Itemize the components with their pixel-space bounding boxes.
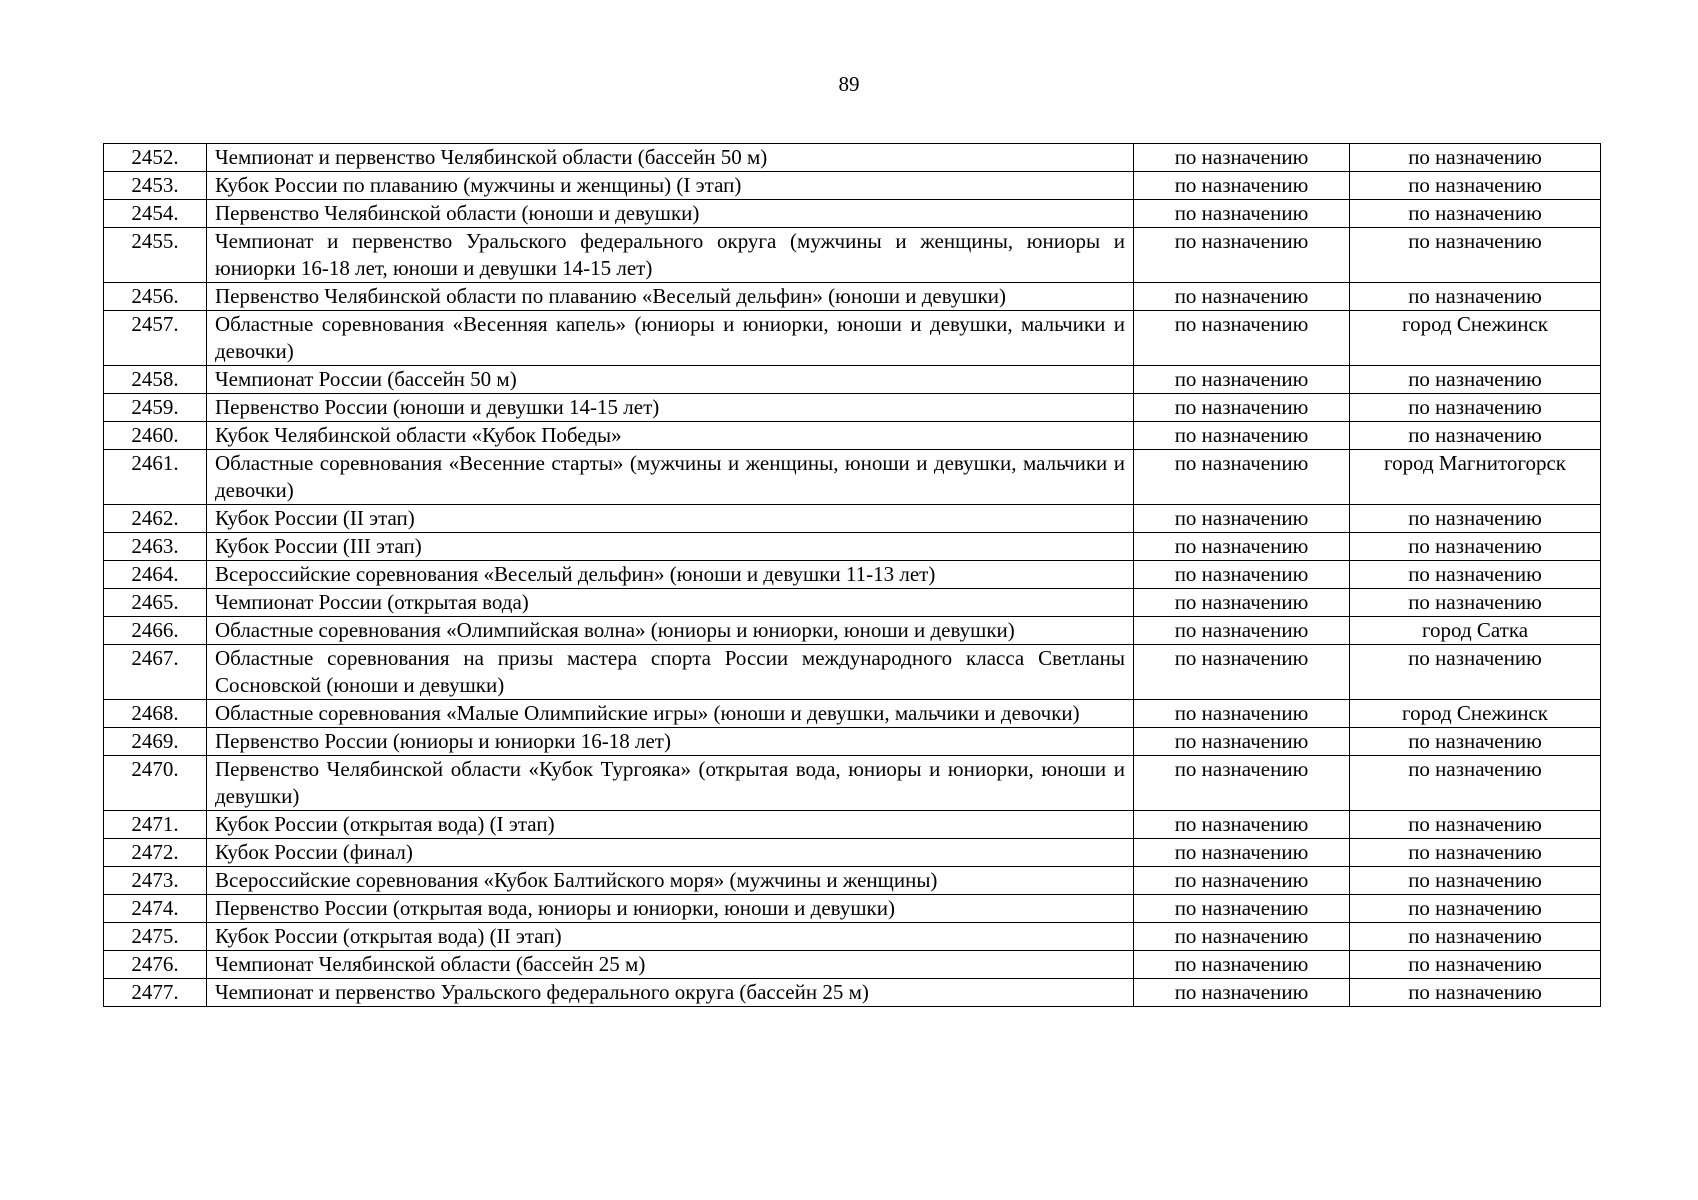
event-place: по назначению (1350, 951, 1601, 979)
event-place: по назначению (1350, 867, 1601, 895)
event-date: по назначению (1134, 422, 1350, 450)
row-number: 2470. (104, 756, 207, 811)
event-date: по назначению (1134, 756, 1350, 811)
row-number: 2477. (104, 979, 207, 1007)
events-table-body (104, 144, 1601, 1007)
event-date: по назначению (1134, 172, 1350, 200)
table-row (104, 728, 1601, 756)
table-row (104, 867, 1601, 895)
event-place: по назначению (1350, 144, 1601, 172)
event-date: по назначению (1134, 728, 1350, 756)
event-place: по назначению (1350, 811, 1601, 839)
event-place: город Магнитогорск (1350, 450, 1601, 505)
event-place: по назначению (1350, 895, 1601, 923)
table-row (104, 617, 1601, 645)
table-row (104, 756, 1601, 811)
event-date: по назначению (1134, 951, 1350, 979)
table-row (104, 366, 1601, 394)
row-number: 2464. (104, 561, 207, 589)
event-place: по назначению (1350, 172, 1601, 200)
table-row (104, 951, 1601, 979)
event-place: по назначению (1350, 394, 1601, 422)
event-place: по назначению (1350, 561, 1601, 589)
row-number: 2476. (104, 951, 207, 979)
event-title: Первенство России (юниоры и юниорки 16-18 лет) (207, 728, 1134, 756)
event-date: по назначению (1134, 283, 1350, 311)
table-row (104, 505, 1601, 533)
row-number: 2453. (104, 172, 207, 200)
event-title: Кубок России (II этап) (207, 505, 1134, 533)
event-place: по назначению (1350, 589, 1601, 617)
event-place: по назначению (1350, 923, 1601, 951)
event-title: Областные соревнования на призы мастера спорта России международного класса Светланы Сосновской (юноши и девушки) (207, 645, 1134, 700)
event-place: город Снежинск (1350, 311, 1601, 366)
event-title: Первенство России (открытая вода, юниоры и юниорки, юноши и девушки) (207, 895, 1134, 923)
row-number: 2452. (104, 144, 207, 172)
event-title: Областные соревнования «Олимпийская волна» (юниоры и юниорки, юноши и девушки) (207, 617, 1134, 645)
event-date: по назначению (1134, 144, 1350, 172)
table-row (104, 589, 1601, 617)
event-title: Первенство Челябинской области по плаванию «Веселый дельфин» (юноши и девушки) (207, 283, 1134, 311)
table-row (104, 839, 1601, 867)
event-place: по назначению (1350, 839, 1601, 867)
row-number: 2454. (104, 200, 207, 228)
row-number: 2471. (104, 811, 207, 839)
row-number: 2462. (104, 505, 207, 533)
table-row (104, 283, 1601, 311)
event-date: по назначению (1134, 533, 1350, 561)
page-number: 89 (838, 72, 860, 96)
row-number: 2469. (104, 728, 207, 756)
event-title: Кубок России (финал) (207, 839, 1134, 867)
event-date: по назначению (1134, 366, 1350, 394)
table-row (104, 172, 1601, 200)
event-date: по назначению (1134, 811, 1350, 839)
event-title: Первенство Челябинской области (юноши и девушки) (207, 200, 1134, 228)
event-place: по назначению (1350, 366, 1601, 394)
events-table (103, 143, 1601, 1007)
row-number: 2474. (104, 895, 207, 923)
event-place: по назначению (1350, 200, 1601, 228)
event-title: Чемпионат и первенство Челябинской области (бассейн 50 м) (207, 144, 1134, 172)
row-number: 2466. (104, 617, 207, 645)
event-date: по назначению (1134, 589, 1350, 617)
event-title: Чемпионат и первенство Уральского федерального округа (бассейн 25 м) (207, 979, 1134, 1007)
table-row (104, 895, 1601, 923)
event-title: Кубок России по плаванию (мужчины и женщины) (I этап) (207, 172, 1134, 200)
event-title: Первенство России (юноши и девушки 14-15 лет) (207, 394, 1134, 422)
event-date: по назначению (1134, 867, 1350, 895)
table-row (104, 533, 1601, 561)
table-row (104, 228, 1601, 283)
event-title: Чемпионат Челябинской области (бассейн 25 м) (207, 951, 1134, 979)
event-place: по назначению (1350, 505, 1601, 533)
event-title: Областные соревнования «Весенняя капель» (юниоры и юниорки, юноши и девушки, мальчики и девочки) (207, 311, 1134, 366)
event-place: город Сатка (1350, 617, 1601, 645)
event-date: по назначению (1134, 979, 1350, 1007)
event-place: по назначению (1350, 228, 1601, 283)
row-number: 2463. (104, 533, 207, 561)
table-row (104, 422, 1601, 450)
event-date: по назначению (1134, 895, 1350, 923)
table-row (104, 979, 1601, 1007)
event-title: Кубок России (открытая вода) (II этап) (207, 923, 1134, 951)
row-number: 2461. (104, 450, 207, 505)
row-number: 2475. (104, 923, 207, 951)
event-title: Чемпионат и первенство Уральского федерального округа (мужчины и женщины, юниоры и юниорки 16-18 лет, юноши и девушки 14-15 лет) (207, 228, 1134, 283)
event-title: Всероссийские соревнования «Кубок Балтийского моря» (мужчины и женщины) (207, 867, 1134, 895)
event-place: по назначению (1350, 533, 1601, 561)
table-row (104, 561, 1601, 589)
table-row (104, 700, 1601, 728)
event-place: город Снежинск (1350, 700, 1601, 728)
row-number: 2467. (104, 645, 207, 700)
event-place: по назначению (1350, 979, 1601, 1007)
row-number: 2465. (104, 589, 207, 617)
row-number: 2455. (104, 228, 207, 283)
event-title: Чемпионат России (открытая вода) (207, 589, 1134, 617)
row-number: 2472. (104, 839, 207, 867)
table-row (104, 200, 1601, 228)
table-row (104, 450, 1601, 505)
event-title: Кубок Челябинской области «Кубок Победы» (207, 422, 1134, 450)
event-date: по назначению (1134, 700, 1350, 728)
event-date: по назначению (1134, 923, 1350, 951)
row-number: 2458. (104, 366, 207, 394)
event-date: по назначению (1134, 839, 1350, 867)
event-date: по назначению (1134, 228, 1350, 283)
table-row (104, 923, 1601, 951)
row-number: 2459. (104, 394, 207, 422)
event-place: по назначению (1350, 422, 1601, 450)
row-number: 2456. (104, 283, 207, 311)
event-title: Кубок России (III этап) (207, 533, 1134, 561)
event-title: Всероссийские соревнования «Веселый дельфин» (юноши и девушки 11-13 лет) (207, 561, 1134, 589)
event-date: по назначению (1134, 450, 1350, 505)
table-row (104, 645, 1601, 700)
event-title: Первенство Челябинской области «Кубок Тургояка» (открытая вода, юниоры и юниорки, юноши и девушки) (207, 756, 1134, 811)
event-title: Кубок России (открытая вода) (I этап) (207, 811, 1134, 839)
event-date: по назначению (1134, 561, 1350, 589)
row-number: 2473. (104, 867, 207, 895)
event-date: по назначению (1134, 645, 1350, 700)
event-title: Областные соревнования «Весенние старты» (мужчины и женщины, юноши и девушки, мальчики и девочки) (207, 450, 1134, 505)
event-place: по назначению (1350, 756, 1601, 811)
event-date: по назначению (1134, 394, 1350, 422)
table-row (104, 144, 1601, 172)
table-row (104, 811, 1601, 839)
event-date: по назначению (1134, 311, 1350, 366)
event-title: Областные соревнования «Малые Олимпийские игры» (юноши и девушки, мальчики и девочки) (207, 700, 1134, 728)
row-number: 2468. (104, 700, 207, 728)
row-number: 2457. (104, 311, 207, 366)
event-place: по назначению (1350, 728, 1601, 756)
table-row (104, 394, 1601, 422)
table-row (104, 311, 1601, 366)
event-date: по назначению (1134, 505, 1350, 533)
event-place: по назначению (1350, 645, 1601, 700)
event-date: по назначению (1134, 617, 1350, 645)
row-number: 2460. (104, 422, 207, 450)
event-date: по назначению (1134, 200, 1350, 228)
event-title: Чемпионат России (бассейн 50 м) (207, 366, 1134, 394)
event-place: по назначению (1350, 283, 1601, 311)
